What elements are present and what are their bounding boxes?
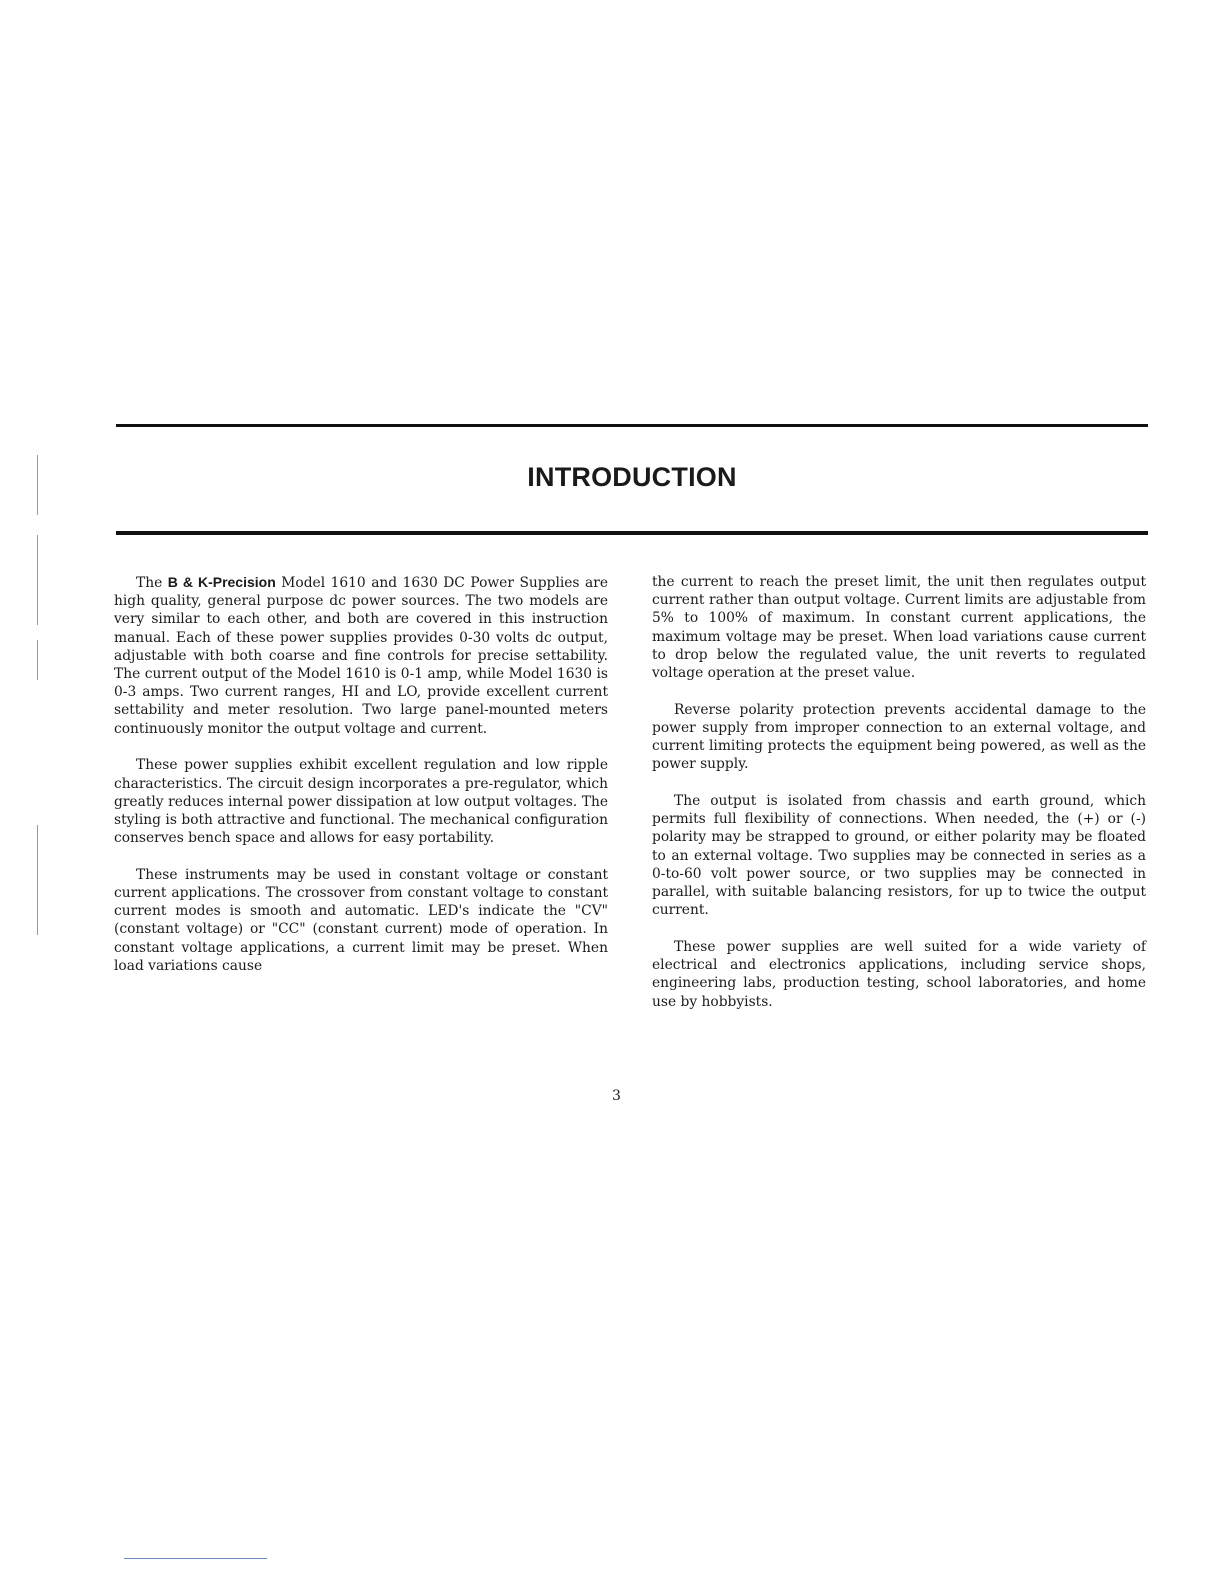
paragraph: These power supplies exhibit excellent regulation and low ripple characteristics. The circuit design incorporates a pre-regulator, which greatly reduces internal power dissipation at low output voltages. The styling is both attractive and functional. The mechanical configuration conserves bench space and allows for easy portability. <box>114 757 608 847</box>
left-column <box>114 573 608 994</box>
margin-mark <box>37 825 38 935</box>
paragraph-text: The <box>136 575 168 591</box>
footer-line <box>124 1558 267 1559</box>
margin-mark <box>37 535 38 625</box>
header-rule-bottom <box>116 531 1148 535</box>
paragraph: The output is isolated from chassis and earth ground, which permits full flexibility of connections. When needed, the (+) or (-) polarity may be strapped to ground, or either polarity may be floated to an external voltage. Two supplies may be connected in series as a 0-to-60 volt power source, or two supplies may be connected in parallel, with suitable balancing resistors, for up to twice the output current. <box>652 793 1146 919</box>
paragraph: These power supplies are well suited for a wide variety of electrical and electronics applications, including service shops, engineering labs, production testing, school laboratories, and home use by hobbyists. <box>652 938 1146 1010</box>
margin-mark <box>37 455 38 515</box>
right-column <box>652 573 1146 1029</box>
paragraph-text: Model 1610 and 1630 DC Power Supplies are high quality, general purpose dc power sources. The two models are very similar to each other, and both are covered in this instruction manual. Each of these power supplies provides 0-30 volts dc output, adjustable with both coarse and fine controls for precise settability. The current output of the Model 1610 is 0-1 amp, while Model 1630 is 0-3 amps. Two current ranges, HI and LO, provide excellent current settability and meter resolution. Two large panel-mounted meters continuously monitor the output voltage and current. <box>114 575 608 737</box>
page-title: INTRODUCTION <box>527 462 737 492</box>
paragraph <box>114 573 608 738</box>
page-number: 3 <box>612 1088 621 1104</box>
margin-mark <box>37 640 38 680</box>
paragraph: the current to reach the preset limit, the unit then regulates output current rather than output voltage. Current limits are adjustable from 5% to 100% of maximum. In constant current applications, the maximum voltage may be preset. When load variations cause current to drop below the regulated value, the unit reverts to regulated voltage operation at the preset value. <box>652 574 1146 682</box>
brand-name: B & K-Precision <box>167 574 276 590</box>
header-rule-top <box>116 424 1148 427</box>
paragraph: These instruments may be used in constant voltage or constant current applications. The crossover from constant voltage to constant current modes is smooth and automatic. LED's indicate the "CV" (constant voltage) or "CC" (constant current) mode of operation. In constant voltage applications, a current limit may be preset. When load variations cause <box>114 866 608 974</box>
paragraph: Reverse polarity protection prevents accidental damage to the power supply from improper connection to an external voltage, and current limiting protects the equipment being powered, as well as the power supply. <box>652 701 1146 773</box>
